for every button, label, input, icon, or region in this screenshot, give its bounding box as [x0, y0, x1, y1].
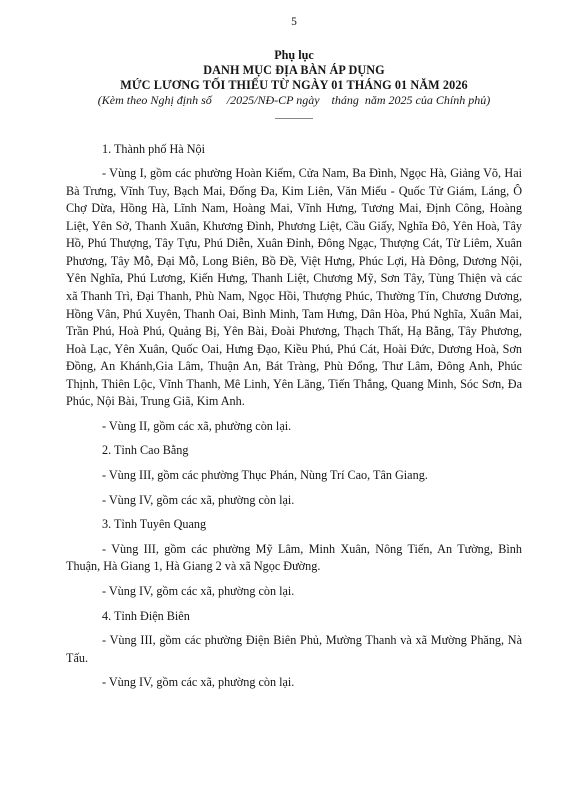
section-ha-noi	[66, 141, 522, 436]
document-heading	[66, 48, 522, 108]
section-heading: 3. Tỉnh Tuyên Quang	[102, 517, 207, 532]
section-heading: 2. Tỉnh Cao Bằng	[102, 443, 189, 458]
paragraph: - Vùng III, gồm các phường Thục Phán, Nùng Trí Cao, Tân Giang.	[102, 468, 428, 483]
page-number: 5	[291, 16, 297, 28]
paragraph: - Vùng IV, gồm các xã, phường còn lại.	[102, 492, 295, 507]
section-heading: 1. Thành phố Hà Nội	[102, 141, 206, 156]
paragraph: - Vùng I, gồm các phường Hoàn Kiếm, Cửa Nam, Ba Đình, Ngọc Hà, Giảng Võ, Hai Bà Trưng, Vĩnh Tuy, Bạch Mai, Đống Đa, Kim Liên, Văn Miếu - Quốc Tử Giám, Láng, Ô Chợ Dừa, Hồng Hà, Lĩnh Nam, Hoàng Mai, Vĩnh Hưng, Tương Mai, Định Công, Hoàng Liệt, Yên Sở, Thanh Xuân, Khương Đình, Phương Liệt, Cầu Giấy, Nghĩa Đô, Yên Hoà, Tây Hồ, Phú Thượng, Tây Tựu, Phú Diễn, Xuân Đỉnh, Đông Ngạc, Thượng Cát, Từ Liêm, Xuân Phương, Tây Mỗ, Đại Mỗ, Long Biên, Bồ Đề, Việt Hưng, Phúc Lợi, Hà Đông, Dương Nội, Yên Nghĩa, Phú Lương, Kiến Hưng, Thanh Liệt, Chương Mỹ, Sơn Tây, Tùng Thiện và các xã Thanh Trì, Đại Thanh, Phù Nam, Ngọc Hồi, Thượng Phúc, Thường Tín, Chương Dương, Hồng Vân, Phú Xuyên, Thanh Oai, Bình Minh, Tam Hưng, Dân Hòa, Phú Nghĩa, Xuân Mai, Trần Phú, Hoà Phú, Quảng Bị, Yên Bài, Đoài Phương, Thạch Thất, Hạ Bằng, Tây Phương, Hoà Lạc, Yên Xuân, Quốc Oai, Hưng Đạo, Kiều Phú, Phú Cát, Hoài Đức, Dương Hoà, Sơn Đồng, An Khánh,Gia Lâm, Thuận An, Bát Tràng, Phù Đổng, Thư Lâm, Đông Anh, Phúc Thịnh, Thiên Lộc, Vĩnh Thanh, Mê Linh, Yên Lãng, Tiến Thắng, Quang Minh, Sóc Sơn, Đa Phúc, Nội Bài, Trung Giã, Kim Anh.	[66, 166, 522, 409]
heading-divider	[275, 118, 313, 119]
paragraph: - Vùng II, gồm các xã, phường còn lại.	[102, 418, 292, 433]
section-cao-bang	[66, 442, 522, 509]
appendix-label: Phụ lục	[274, 47, 314, 62]
section-dien-bien	[66, 608, 522, 692]
section-heading: 4. Tỉnh Điện Biên	[102, 608, 190, 623]
paragraph: - Vùng IV, gồm các xã, phường còn lại.	[102, 584, 295, 598]
paragraph: - Vùng III, gồm các phường Điện Biên Phủ, Mường Thanh và xã Mường Phăng, Nà Tấu.	[66, 633, 522, 665]
document-title-line-2: MỨC LƯƠNG TỐI THIỂU TỪ NGÀY 01 THÁNG 01 NĂM 2026	[120, 77, 468, 92]
paragraph: - Vùng III, gồm các phường Mỹ Lâm, Minh Xuân, Nông Tiến, An Tường, Bình Thuận, Hà Giang 1, Hà Giang 2 và xã Ngọc Đường.	[66, 541, 522, 574]
document-subtitle: (Kèm theo Nghị định số /2025/NĐ-CP ngày tháng năm 2025 của Chính phủ)	[97, 92, 491, 107]
paragraph: - Vùng IV, gồm các xã, phường còn lại.	[102, 675, 295, 690]
section-tuyen-quang	[66, 516, 522, 600]
document-title-line-1: DANH MỤC ĐỊA BÀN ÁP DỤNG	[203, 62, 385, 77]
